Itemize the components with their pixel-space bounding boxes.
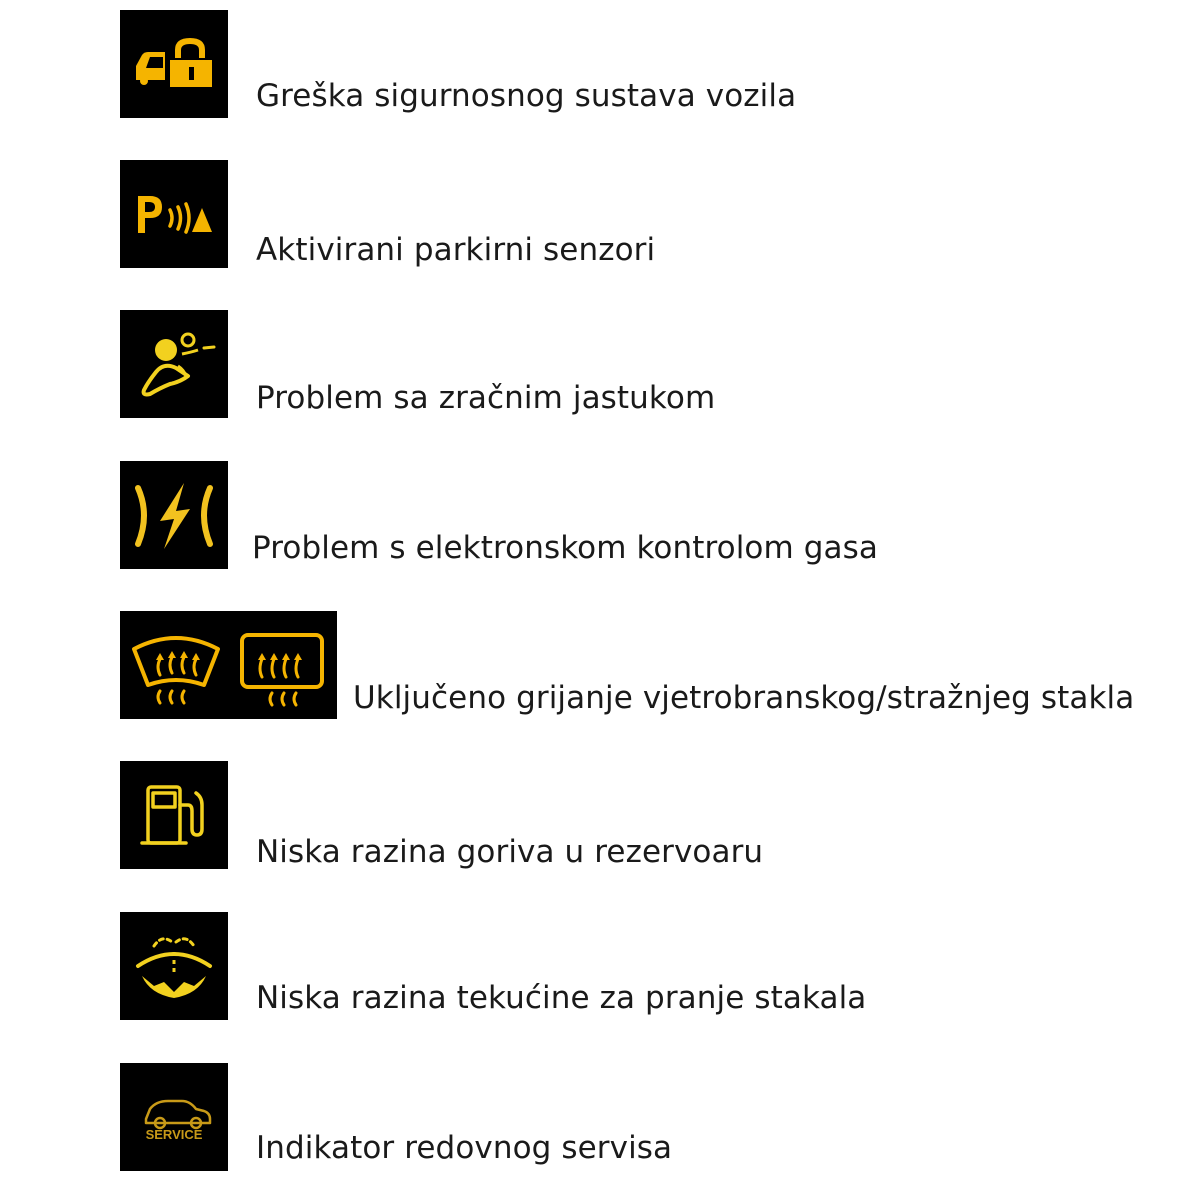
warning-item: [0, 461, 1200, 571]
item-label: Greška sigurnosnog sustava vozila: [256, 78, 797, 114]
warning-item: [0, 761, 1200, 871]
item-label: Niska razina tekućine za pranje stakala: [256, 980, 867, 1016]
service-icon-text: SERVICE: [145, 1127, 203, 1142]
warning-item: [0, 310, 1200, 420]
item-label: Uključeno grijanje vjetrobranskog/stražnjeg stakla: [353, 680, 1135, 716]
item-label: Aktivirani parkirni senzori: [256, 232, 656, 268]
item-label: Niska razina goriva u rezervoaru: [256, 834, 764, 870]
service-indicator-icon: [120, 1063, 228, 1171]
vehicle-security-lock-icon: [120, 10, 228, 118]
warning-item: [0, 160, 1200, 270]
fuel-pump-icon: [120, 761, 228, 869]
item-label: Problem s elektronskom kontrolom gasa: [252, 530, 878, 566]
item-label: Problem sa zračnim jastukom: [256, 380, 716, 416]
washer-fluid-icon: [120, 912, 228, 1020]
warning-item: [0, 611, 1200, 721]
warning-item: [0, 912, 1200, 1022]
airbag-icon: [120, 310, 228, 418]
item-label: Indikator redovnog servisa: [256, 1130, 673, 1166]
electronic-throttle-icon: [120, 461, 228, 569]
parking-sensor-icon: [120, 160, 228, 268]
windscreen-rear-defrost-icon: [120, 611, 337, 719]
warning-item: [0, 10, 1200, 120]
warning-item: [0, 1063, 1200, 1173]
